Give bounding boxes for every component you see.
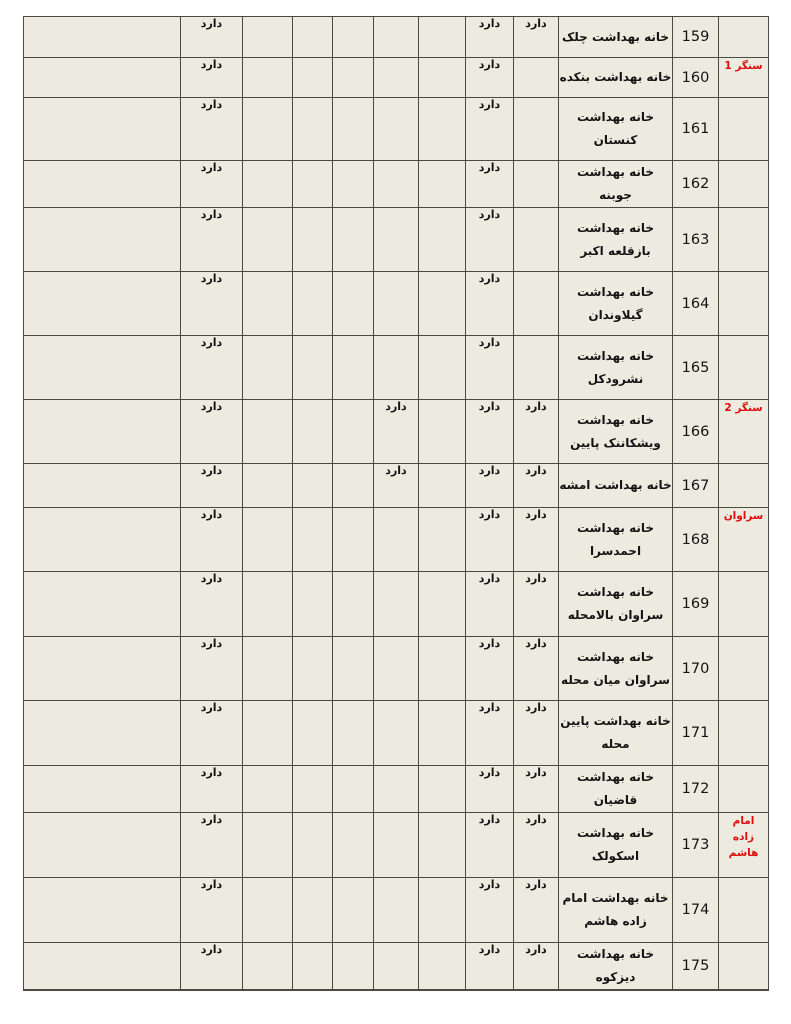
region-label: سراوان	[723, 510, 764, 522]
value-cell	[419, 400, 466, 464]
value-cell	[419, 98, 466, 161]
value-cell	[243, 98, 293, 161]
row-number: 162	[681, 176, 710, 192]
table-row	[24, 637, 769, 701]
row-number-cell	[673, 878, 719, 943]
facility-name: خانه بهداشت بازقلعه اکبر	[576, 220, 655, 258]
facility-name: خانه بهداشت دیزکوه	[576, 947, 655, 984]
region-label-cell	[719, 98, 769, 161]
table-row	[24, 272, 769, 336]
value-cell	[24, 17, 181, 58]
row-number: 163	[681, 231, 710, 248]
facility-name: خانه بهداشت چلک	[561, 29, 670, 44]
value-cell: دارد	[181, 637, 243, 701]
table-row	[24, 58, 769, 98]
table-row	[24, 943, 769, 991]
row-number: 161	[681, 121, 710, 137]
table-row	[24, 508, 769, 572]
value-cell	[24, 400, 181, 464]
value-cell	[293, 508, 333, 572]
row-number-cell	[673, 701, 719, 766]
row-number-cell	[673, 943, 719, 991]
table-row	[24, 161, 769, 208]
value-cell	[514, 272, 559, 336]
row-number: 172	[681, 781, 710, 797]
value-cell: دارد	[514, 701, 559, 766]
row-number: 164	[681, 295, 710, 312]
value-cell	[374, 637, 419, 701]
value-cell: دارد	[514, 508, 559, 572]
value-cell	[243, 813, 293, 878]
value-cell	[293, 17, 333, 58]
value-cell: دارد	[466, 508, 514, 572]
value-cell: دارد	[514, 943, 559, 991]
table-row	[24, 464, 769, 508]
region-label-cell	[719, 17, 769, 58]
row-number: 167	[681, 477, 710, 494]
region-label-cell	[719, 572, 769, 637]
value-cell	[24, 572, 181, 637]
value-cell: دارد	[181, 208, 243, 272]
facility-name: خانه بهداشت گیلاوندان	[576, 284, 655, 322]
table-row	[24, 878, 769, 943]
row-number-cell	[673, 58, 719, 98]
value-cell	[243, 400, 293, 464]
value-cell	[333, 336, 374, 400]
row-number-cell	[673, 98, 719, 161]
value-cell	[293, 701, 333, 766]
facility-name-cell	[559, 58, 673, 98]
region-label-cell	[719, 161, 769, 208]
value-cell	[419, 208, 466, 272]
value-cell	[333, 701, 374, 766]
table-body	[24, 17, 769, 991]
value-cell: دارد	[466, 58, 514, 98]
region-label: سنگر 2	[724, 402, 763, 414]
value-cell	[293, 766, 333, 813]
value-cell: دارد	[466, 701, 514, 766]
value-cell: دارد	[181, 766, 243, 813]
value-cell: دارد	[514, 813, 559, 878]
region-label-cell	[719, 336, 769, 400]
value-cell	[514, 208, 559, 272]
value-cell: دارد	[181, 878, 243, 943]
value-cell	[419, 272, 466, 336]
value-cell: دارد	[181, 58, 243, 98]
value-cell	[293, 161, 333, 208]
value-cell	[374, 701, 419, 766]
value-cell	[243, 272, 293, 336]
value-cell	[293, 272, 333, 336]
row-number-cell	[673, 637, 719, 701]
value-cell	[419, 766, 466, 813]
value-cell: دارد	[466, 400, 514, 464]
value-cell	[333, 272, 374, 336]
table-row	[24, 813, 769, 878]
value-cell: دارد	[514, 766, 559, 813]
row-number: 160	[681, 69, 710, 86]
value-cell	[419, 464, 466, 508]
region-label-cell	[719, 943, 769, 991]
value-cell: دارد	[466, 878, 514, 943]
facility-name: خانه بهداشت پایین محله	[560, 714, 671, 751]
value-cell	[374, 98, 419, 161]
facility-name: خانه بهداشت احمدسرا	[576, 520, 655, 558]
value-cell	[333, 637, 374, 701]
value-cell	[374, 208, 419, 272]
facility-name-cell	[559, 572, 673, 637]
region-label-cell	[719, 813, 769, 878]
value-cell: دارد	[514, 464, 559, 508]
value-cell	[374, 336, 419, 400]
value-cell	[243, 161, 293, 208]
row-number-cell	[673, 336, 719, 400]
value-cell	[24, 58, 181, 98]
value-cell: دارد	[466, 98, 514, 161]
value-cell	[24, 336, 181, 400]
value-cell	[333, 98, 374, 161]
value-cell	[24, 878, 181, 943]
value-cell	[293, 813, 333, 878]
facility-name-cell	[559, 208, 673, 272]
value-cell: دارد	[514, 637, 559, 701]
value-cell	[514, 98, 559, 161]
row-number: 166	[681, 423, 710, 440]
value-cell	[243, 17, 293, 58]
facility-name: خانه بهداشت سراوان میان محله	[561, 649, 670, 687]
value-cell	[419, 878, 466, 943]
value-cell	[24, 637, 181, 701]
health-house-table	[23, 16, 769, 991]
value-cell: دارد	[181, 813, 243, 878]
value-cell: دارد	[466, 464, 514, 508]
facility-name-cell	[559, 336, 673, 400]
value-cell	[374, 943, 419, 991]
value-cell	[333, 208, 374, 272]
facility-name-cell	[559, 943, 673, 991]
value-cell	[24, 272, 181, 336]
value-cell	[333, 464, 374, 508]
value-cell	[293, 637, 333, 701]
value-cell	[293, 572, 333, 637]
value-cell: دارد	[466, 208, 514, 272]
facility-name-cell	[559, 272, 673, 336]
table-row	[24, 400, 769, 464]
row-number: 173	[681, 837, 710, 853]
value-cell	[293, 98, 333, 161]
facility-name-cell	[559, 508, 673, 572]
value-cell	[333, 17, 374, 58]
facility-name: خانه بهداشت سراوان بالامحله	[567, 585, 664, 622]
facility-name-cell	[559, 161, 673, 208]
value-cell	[293, 464, 333, 508]
value-cell	[333, 878, 374, 943]
value-cell	[243, 508, 293, 572]
value-cell	[333, 766, 374, 813]
table-row	[24, 766, 769, 813]
value-cell	[333, 943, 374, 991]
facility-name-cell	[559, 813, 673, 878]
region-label-cell	[719, 272, 769, 336]
value-cell: دارد	[181, 943, 243, 991]
row-number: 175	[681, 958, 710, 974]
row-number-cell	[673, 572, 719, 637]
value-cell: دارد	[466, 336, 514, 400]
value-cell: دارد	[181, 272, 243, 336]
value-cell	[243, 464, 293, 508]
value-cell	[374, 878, 419, 943]
table-row	[24, 701, 769, 766]
value-cell: دارد	[181, 701, 243, 766]
row-number-cell	[673, 400, 719, 464]
value-cell	[293, 336, 333, 400]
facility-name: خانه بهداشت امام زاده هاشم	[562, 891, 669, 928]
value-cell	[333, 508, 374, 572]
value-cell	[243, 572, 293, 637]
region-label-cell	[719, 208, 769, 272]
region-label: سنگر 1	[724, 60, 763, 72]
facility-name: خانه بهداشت بنکده	[559, 70, 672, 84]
value-cell: دارد	[514, 17, 559, 58]
value-cell	[293, 878, 333, 943]
row-number: 159	[681, 29, 710, 45]
row-number-cell	[673, 208, 719, 272]
value-cell: دارد	[181, 17, 243, 58]
value-cell	[333, 813, 374, 878]
value-cell	[514, 336, 559, 400]
row-number-cell	[673, 508, 719, 572]
value-cell	[243, 336, 293, 400]
value-cell	[419, 572, 466, 637]
facility-name: خانه بهداشت امشه	[559, 478, 672, 492]
value-cell	[243, 878, 293, 943]
facility-name-cell	[559, 878, 673, 943]
value-cell	[419, 161, 466, 208]
value-cell	[24, 161, 181, 208]
value-cell: دارد	[466, 572, 514, 637]
value-cell	[514, 161, 559, 208]
value-cell	[333, 161, 374, 208]
value-cell	[374, 508, 419, 572]
row-number-cell	[673, 161, 719, 208]
facility-name-cell	[559, 701, 673, 766]
value-cell: دارد	[466, 766, 514, 813]
table-row	[24, 572, 769, 637]
value-cell	[374, 813, 419, 878]
value-cell	[243, 208, 293, 272]
value-cell	[333, 572, 374, 637]
table-row	[24, 208, 769, 272]
region-label-cell	[719, 464, 769, 508]
region-label-cell	[719, 58, 769, 98]
value-cell	[374, 272, 419, 336]
facility-name-cell	[559, 766, 673, 813]
facility-name: خانه بهداشت نشرودکل	[576, 348, 655, 386]
value-cell	[24, 813, 181, 878]
row-number: 171	[681, 725, 710, 741]
value-cell	[374, 58, 419, 98]
value-cell	[243, 701, 293, 766]
value-cell	[293, 943, 333, 991]
facility-name-cell	[559, 17, 673, 58]
value-cell	[419, 813, 466, 878]
value-cell	[419, 17, 466, 58]
value-cell	[374, 766, 419, 813]
value-cell	[24, 98, 181, 161]
value-cell	[374, 17, 419, 58]
value-cell: دارد	[514, 572, 559, 637]
value-cell	[419, 336, 466, 400]
region-label-cell	[719, 701, 769, 766]
value-cell: دارد	[181, 464, 243, 508]
value-cell: دارد	[466, 813, 514, 878]
row-number-cell	[673, 464, 719, 508]
value-cell	[24, 701, 181, 766]
region-label: امام زاده هاشم	[728, 815, 759, 859]
value-cell	[24, 508, 181, 572]
facility-name: خانه بهداشت ویشکاننک پایین	[570, 412, 661, 450]
facility-name: خانه بهداشت اسکولک	[576, 826, 655, 863]
facility-name: خانه بهداشت کنستان	[576, 110, 655, 147]
row-number: 169	[681, 596, 710, 612]
value-cell: دارد	[374, 400, 419, 464]
value-cell	[374, 572, 419, 637]
value-cell	[293, 58, 333, 98]
value-cell: دارد	[181, 400, 243, 464]
facility-name: خانه بهداشت قاضیان	[576, 770, 655, 807]
value-cell: دارد	[181, 98, 243, 161]
document-page	[23, 16, 768, 991]
value-cell	[419, 58, 466, 98]
value-cell	[24, 464, 181, 508]
row-number: 174	[681, 902, 710, 918]
region-label-cell	[719, 766, 769, 813]
row-number-cell	[673, 813, 719, 878]
value-cell	[419, 943, 466, 991]
value-cell	[333, 58, 374, 98]
region-label-cell	[719, 508, 769, 572]
value-cell	[374, 161, 419, 208]
value-cell: دارد	[466, 161, 514, 208]
value-cell	[24, 208, 181, 272]
value-cell: دارد	[181, 336, 243, 400]
row-number-cell	[673, 766, 719, 813]
value-cell	[293, 208, 333, 272]
value-cell	[243, 637, 293, 701]
value-cell: دارد	[181, 508, 243, 572]
table-row	[24, 17, 769, 58]
value-cell	[419, 508, 466, 572]
row-number-cell	[673, 17, 719, 58]
value-cell: دارد	[466, 637, 514, 701]
row-number: 168	[681, 531, 710, 548]
row-number: 170	[681, 660, 710, 677]
table-row	[24, 98, 769, 161]
value-cell: دارد	[514, 400, 559, 464]
value-cell: دارد	[466, 943, 514, 991]
row-number: 165	[681, 359, 710, 376]
facility-name: خانه بهداشت جوبنه	[576, 165, 655, 202]
region-label-cell	[719, 878, 769, 943]
value-cell	[419, 701, 466, 766]
value-cell: دارد	[514, 878, 559, 943]
value-cell: دارد	[181, 572, 243, 637]
value-cell	[419, 637, 466, 701]
value-cell	[514, 58, 559, 98]
value-cell	[24, 766, 181, 813]
value-cell	[243, 943, 293, 991]
value-cell	[24, 943, 181, 991]
value-cell: دارد	[181, 161, 243, 208]
facility-name-cell	[559, 464, 673, 508]
facility-name-cell	[559, 637, 673, 701]
facility-name-cell	[559, 98, 673, 161]
value-cell: دارد	[374, 464, 419, 508]
region-label-cell	[719, 400, 769, 464]
value-cell: دارد	[466, 272, 514, 336]
value-cell	[243, 58, 293, 98]
facility-name-cell	[559, 400, 673, 464]
value-cell: دارد	[466, 17, 514, 58]
value-cell	[243, 766, 293, 813]
table-row	[24, 336, 769, 400]
value-cell	[333, 400, 374, 464]
value-cell	[293, 400, 333, 464]
row-number-cell	[673, 272, 719, 336]
region-label-cell	[719, 637, 769, 701]
